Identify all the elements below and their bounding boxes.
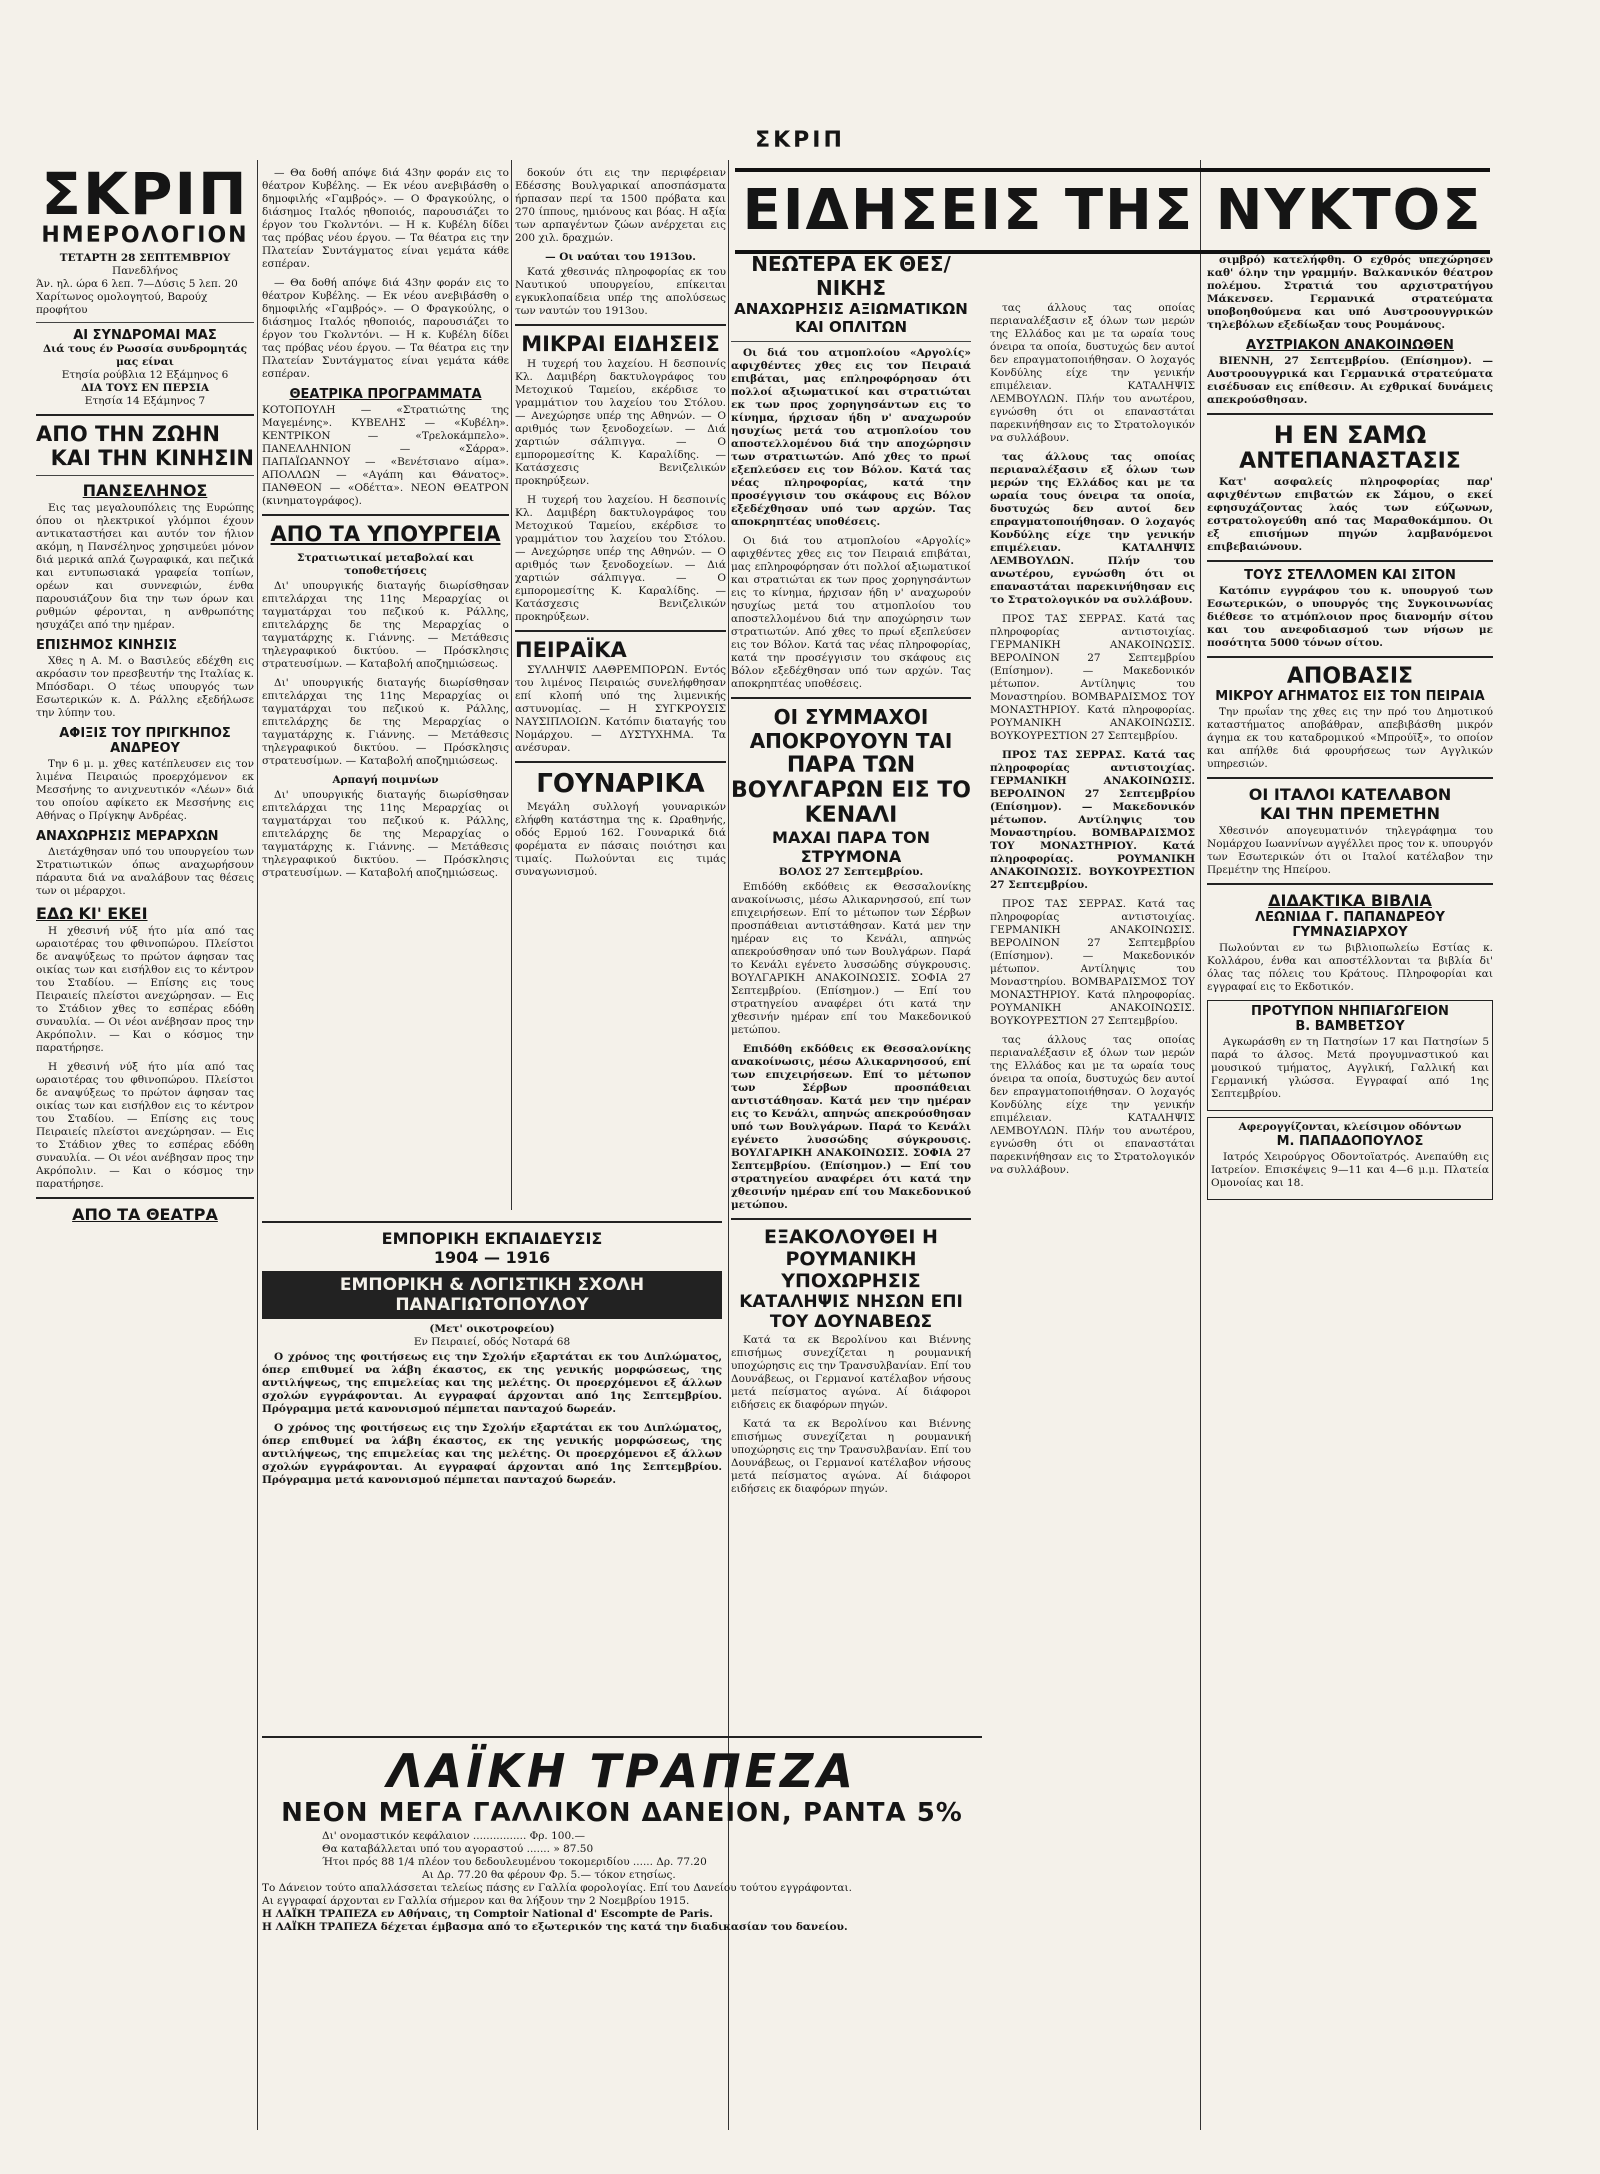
section-head: ΑΠΟ ΤΗΝ ΖΩΗΝ bbox=[36, 422, 221, 446]
divider bbox=[731, 1218, 971, 1220]
ad-name: Μ. ΠΑΠΑΔΟΠΟΥΛΟΣ bbox=[1276, 1134, 1424, 1149]
divider bbox=[515, 630, 726, 632]
ad-line: Αι Δρ. 77.20 θα φέρουν Φρ. 5.— τόκον ετησίως. bbox=[422, 1869, 676, 1881]
masthead-title: ΣΚΡΙΠ bbox=[41, 165, 249, 228]
promo-line: Ετησία 14 Εξάμηνος 7 bbox=[84, 395, 206, 407]
masthead-date: ΤΕΤΑΡΤΗ 28 ΣΕΠΤΕΜΒΡΙΟΥ bbox=[59, 252, 231, 264]
article-head: ΟΙ ΣΥΜΜΑΧΟΙ ΑΠΟΚΡΟΥΟΥΝ ΤΑΙ bbox=[749, 705, 953, 753]
article-subhead: ΜΑΧΑΙ ΠΑΡΑ ΤΟΝ ΣΤΡΥΜΟΝΑ bbox=[772, 828, 930, 866]
article-head: ΝΕΩΤΕΡΑ ΕΚ ΘΕΣ/ΝΙΚΗΣ bbox=[751, 252, 951, 300]
divider bbox=[515, 761, 726, 763]
divider bbox=[1207, 656, 1493, 658]
divider bbox=[36, 475, 254, 476]
promo-line: Ετησία ρούβλια 12 Εξάμηνος 6 bbox=[61, 369, 229, 381]
article-text: Κατά τα εκ Βερολίνου και Βιέννης επισήμως συνεχίζεται η ρουμανική υποχώρησις εις την Τρανσυλβανίαν. Επί του Δουνάβεως, οι Γερμανοί κατέλαβον νήσους μετά πείσματος αγώνα. Αί διάφοροι ειδήσεις εκ διαφόρων πηγών. bbox=[731, 1418, 971, 1495]
divider bbox=[262, 514, 509, 516]
ad-line: Η ΛΑΪΚΗ ΤΡΑΠΕΖΑ εν Αθήναις, τη Comptoir National d' Escompte de Paris. bbox=[262, 1908, 713, 1920]
ad-banner: ΕΜΠΟΡΙΚΗ & ΛΟΓΙΣΤΙΚΗ ΣΧΟΛΗ ΠΑΝΑΓΙΩΤΟΠΟΥΛΟΥ bbox=[262, 1271, 722, 1319]
ad-head: ΓΥΜΝΑΣΙΑΡΧΟΥ bbox=[1292, 925, 1408, 940]
section-head: ΓΟΥΝΑΡΙΚΑ bbox=[536, 769, 705, 799]
column-rule bbox=[1200, 160, 1201, 2130]
article-text: ΣΥΛΛΗΨΙΣ ΛΑΘΡΕΜΠΟΡΩΝ. Εντός του λιμένος Πειραιώς συνελήφθησαν επί κλοπή υπό της λιμενικής αστυνομίας. — Η ΣΥΓΚΡΟΥΣΙΣ ΝΑΥΣΙΠΛΟΙΩΝ. Κατόπιν διαταγής του Νομάρχου. — ΔΥΣΤΥΧΗΜΑ. Τα ανέσυραν. bbox=[515, 664, 726, 754]
ad-subhead: (Μετ' οικοτροφείου) bbox=[429, 1323, 555, 1335]
ad-subhead: ΝΕΟΝ ΜΕΓΑ ΓΑΛΛΙΚΟΝ ΔΑΝΕΙΟΝ, ΡΑΝΤΑ 5% bbox=[281, 1798, 963, 1828]
article-head: ΕΞΑΚΟΛΟΥΘΕΙ Η ΡΟΥΜΑΝΙΚΗ ΥΠΟΧΩΡΗΣΙΣ bbox=[764, 1226, 938, 1292]
article-text: Μεγάλη συλλογή γουναρικών ελήφθη κατάστημα της κ. Ωραθηνής, οδός Ερμού 162. Γουναρικά διά φορέματα εν πάσαις ποιότησι και τιμαίς. Πωλούνται εις τιμάς συναγωνισμού. bbox=[515, 801, 726, 878]
article-head: Η ΕΝ ΣΑΜΩ bbox=[1273, 421, 1427, 449]
article-head: ΤΟΥΣ ΣΤΕΛΛΟΜΕΝ ΚΑΙ ΣΙΤΟΝ bbox=[1244, 568, 1456, 583]
divider bbox=[731, 341, 971, 342]
article-text: — Θα δοθή απόψε διά 43ην φοράν εις το θέατρον Κυβέλης. — Εκ νέου ανεβιβάσθη ο δημοφιλής «Γαμβρός». — Ο Φραγκούλης, ο διάσημος Ιταλός ηθοποιός, παρουσιάζει το έργον του Γκολντόνι. — Η κ. Κυβέλη δίδει τας πρόβας νέου έργου. — Τα θέατρα εις την Πλατείαν Συντάγματος είναι γεμάτα κάθε εσπέραν. bbox=[262, 167, 509, 270]
masthead-nameday: Χαρίτωνος ομολογητού, Βαρούχ προφήτου bbox=[36, 291, 208, 316]
section-head: ΑΠΟ ΤΑ ΥΠΟΥΡΓΕΙΑ bbox=[270, 522, 501, 546]
article-text: Η τυχερή του λαχείου. Η δεσποινίς Κλ. Δαμιβέρη δακτυλογράφος του Μετοχικού Ταμείου, εκέρδισε το γραμμάτιον του λαχείου του Στόλου. — Ανεχώρησε υπέρ της Αθηνών. — Ο αριθμός των ξενοδοχείων. — Διά χαρτιών σάλπιγγα. — Ο εμπορομεσίτης Κ. Καραλίδης. — Κατάσχεσις Βενιζελικών προκηρύξεων. bbox=[515, 494, 726, 623]
ad-head: ΛΕΩΝΙΔΑ Γ. ΠΑΠΑΝΔΡΕΟΥ bbox=[1255, 910, 1445, 925]
article-text: Δι' υπουργικής διαταγής διωρίσθησαν επιτελάρχαι της 11ης Μεραρχίας οι ταγματάρχαι του πεζικού κ. Ράλλης, επιτελάρχης δε της Μεραρχίας ο ταγματάρχης κ. Γιάννης. — Μετάθεσις τηλεγραφικού δικτύου. — Πρόσκλησις στρατευσίμων. — Καταβολή αποζημιώσεως. bbox=[262, 580, 509, 670]
masthead-saint: Πανεδλήνος bbox=[112, 265, 178, 277]
article-text: Επιδόθη εκδόθεις εκ Θεσσαλονίκης ανακοίνωσις, μέσω Αλικαρνησσού, επί των επιχειρήσεων. Επί το μέτωπον των Σέρβων προσπάθειαι αντιστάθησαν. Κατά μεν την ημέραν εις το Κενάλι, απηνώς απεκρούσθησαν υπό των Βουλγάρων. Παρά το Κενάλι εγένετο λυσσώδης σύγκρουσις. ΒΟΥΛΓΑΡΙΚΗ ΑΝΑΚΟΙΝΩΣΙΣ. ΣΟΦΙΑ 27 Σεπτεμβρίου. (Επίσημον.) — Επί του στρατηγείου αναφέρει ότι κατά την χθεσινήν ημέραν επί του Μακεδονικού μετώπου. bbox=[731, 881, 971, 1036]
article-text: Την 6 μ. μ. χθες κατέπλευσεν εις τον λιμένα Πειραιώς προερχόμενον εκ Μεσσήνης το ανιχνευτικόν «Λέων» διά του οποίου αφίκετο εκ Μεσσήνης εις Αθήνας ο Πρίγκηψ Ανδρέας. bbox=[36, 758, 254, 822]
article-head: ΑΝΤΕΠΑΝΑΣΤΑΣΙΣ bbox=[1239, 449, 1461, 474]
article-head: ΕΠΙΣΗΜΟΣ ΚΙΝΗΣΙΣ bbox=[36, 638, 178, 653]
article-text: Χθεσινόν απογευματινόν τηλεγράφημα του Νομάρχου Ιωαννίνων αγγέλλει προς τον κ. υπουργόν των Εσωτερικών ότι οι Ιταλοί κατέλαβον την Πρεμέτην της Ηπείρου. bbox=[1207, 825, 1493, 876]
article-subhead: Αρπαγή ποιμνίων bbox=[332, 774, 439, 786]
column-4 bbox=[731, 252, 971, 2122]
ad-head: 1904 — 1916 bbox=[433, 1248, 551, 1267]
article-head: ΚΑΙ ΤΗΝ ΠΡΕΜΕΤΗΝ bbox=[1259, 804, 1441, 823]
article-text: Διετάχθησαν υπό του υπουργείου των Στρατιωτικών όπως αναχωρήσουν πάραυτα διά να αναλάβουν τας θέσεις των οι μέραρχοι. bbox=[36, 846, 254, 897]
running-head: ΣΚΡΙΠ bbox=[755, 128, 845, 153]
ad-line: Ήτοι πρός 88 1/4 πλέον του δεδουλευμένου τοκομεριδίου ...... Δρ. 77.20 bbox=[322, 1856, 707, 1868]
article-text: Η χθεσινή νύξ ήτο μία από τας ωραιοτέρας του φθινοπώρου. Πλείστοι δε αναψύξεως το πρώτον άφησαν τας οικίας των και εισήλθον εις το κέντρον του Σταδίου. — Επίσης εις τους Πειραιείς πλείστοι ανεχώρησαν. — Εις το Στάδιον χθες το εσπέρας εδόθη συναυλία. — Οι νέοι ανέβησαν προς την Ακρόπολιν. — Και ο κόσμος την παρατήρησε. bbox=[36, 1061, 254, 1190]
article-text: Κατ' ασφαλείς πληροφορίας παρ' αφιχθέντων επιβατών εκ Σάμου, ο εκεί εφησυχάζοντας λαός των εύζωνων, εστρατολογεύθη από τας Μαραθοκάμπου. Οι εξ επισήμων πηγών λαμβανόμενοι επιβεβαιώνουν. bbox=[1207, 476, 1493, 553]
masthead-sun: Άν. ηλ. ώρα 6 λεπ. 7—Δύσις 5 λεπ. 20 bbox=[36, 278, 238, 290]
article-head: ΠΑΡΑ ΤΩΝ ΒΟΥΛΓΑΡΩΝ ΕΙΣ ΤΟ ΚΕΝΑΛΙ bbox=[731, 753, 971, 828]
article-head: ΑΠΟ ΤΑ ΘΕΑΤΡΑ bbox=[72, 1205, 218, 1224]
article-text: Η χθεσινή νύξ ήτο μία από τας ωραιοτέρας του φθινοπώρου. Πλείστοι δε αναψύξεως το πρώτον άφησαν τας οικίας των και εισήλθον εις το κέντρον του Σταδίου. — Επίσης εις τους Πειραιείς πλείστοι ανεχώρησαν. — Εις το Στάδιον χθες το εσπέρας εδόθη συναυλία. — Οι νέοι ανέβησαν προς την Ακρόπολιν. — Και ο κόσμος την παρατήρησε. bbox=[36, 925, 254, 1054]
ad-text: Ο χρόνος της φοιτήσεως εις την Σχολήν εξαρτάται εκ του Διπλώματος, όπερ επιθυμεί να λάβη έκαστος, εκ της γενικής μορφώσεως, της αντιλήψεως, της επιμελείας και της μελέτης. Οι προερχόμενοι εξ άλλων σχολών εγγράφονται. Αι εγγραφαί άρχονται από 1ης Σεπτεμβρίου. Πρόγραμμα μετά κανονισμού πέμπεται πανταχού δωρεάν. bbox=[262, 1351, 722, 1415]
ad-text: Ο χρόνος της φοιτήσεως εις την Σχολήν εξαρτάται εκ του Διπλώματος, όπερ επιθυμεί να λάβη έκαστος, εκ της γενικής μορφώσεως, της αντιλήψεως, της επιμελείας και της μελέτης. Οι προερχόμενοι εξ άλλων σχολών εγγράφονται. Αι εγγραφαί άρχονται από 1ης Σεπτεμβρίου. Πρόγραμμα μετά κανονισμού πέμπεται πανταχού δωρεάν. bbox=[262, 1422, 722, 1486]
article-text: τας άλλους τας οποίας περιαναλέξασιν εξ όλων των μερών της Ελλάδος και με τα ωραία τους όνειρα τα οποία, δυστυχώς δεν αυτοί δεν επραγματοποιήθησαν. Ο λοχαγός Κονδύλης είχε την γενικήν επιμέλειαν. ΚΑΤΑΛΗΨΙΣ ΛΕΜΒΟΥΛΩΝ. Πλήν του ανωτέρου, εγνώσθη ότι οι επαναστάται παρεκινήθησαν εις το Στρατολογικόν να συλλάβουν. bbox=[990, 1034, 1195, 1176]
article-text: Κατά τα εκ Βερολίνου και Βιέννης επισήμως συνεχίζεται η ρουμανική υποχώρησις εις την Τρανσυλβανίαν. Επί του Δουνάβεως, οι Γερμανοί κατέλαβον νήσους μετά πείσματος αγώνα. Αί διάφοροι ειδήσεις εκ διαφόρων πηγών. bbox=[731, 1334, 971, 1411]
article-text: ΒΙΕΝΝΗ, 27 Σεπτεμβρίου. (Επίσημον). — Αυστροουγγρικά και Γερμανικά στρατεύματα εισέδυσαν εις επίθεσιν. Αι εχθρικαί δυνάμεις απεκρούσθησαν. bbox=[1207, 355, 1493, 406]
article-text: ΠΡΟΣ ΤΑΣ ΣΕΡΡΑΣ. Κατά τας πληροφορίας αντιστοιχίας. ΓΕΡΜΑΝΙΚΗ ΑΝΑΚΟΙΝΩΣΙΣ. ΒΕΡΟΛΙΝΟΝ 27 Σεπτεμβρίου (Επίσημον). — Μακεδονικόν μέτωπον. Αντίληψις του Μοναστηρίου. ΒΟΜΒΑΡΔΙΣΜΟΣ ΤΟΥ ΜΟΝΑΣΤΗΡΙΟΥ. Κατά πληροφορίας. ΡΟΥΜΑΝΙΚΗ ΑΝΑΚΟΙΝΩΣΙΣ. ΒΟΥΚΟΥΡΕΣΤΙΟΝ 27 Σεπτεμβρίου. bbox=[990, 749, 1195, 891]
ad-head: ΛΑΪΚΗ ΤΡΑΠΕΖΑ bbox=[386, 1744, 858, 1798]
section-head: ΜΙΚΡΑΙ ΕΙΔΗΣΕΙΣ bbox=[521, 332, 720, 356]
article-subhead: Στρατιωτικαί μεταβολαί και τοποθετήσεις bbox=[297, 552, 474, 577]
column-rule bbox=[511, 160, 512, 1210]
article-text: ΠΡΟΣ ΤΑΣ ΣΕΡΡΑΣ. Κατά τας πληροφορίας αντιστοιχίας. ΓΕΡΜΑΝΙΚΗ ΑΝΑΚΟΙΝΩΣΙΣ. ΒΕΡΟΛΙΝΟΝ 27 Σεπτεμβρίου (Επίσημον). — Μακεδονικόν μέτωπον. Αντίληψις του Μοναστηρίου. ΒΟΜΒΑΡΔΙΣΜΟΣ ΤΟΥ ΜΟΝΑΣΤΗΡΙΟΥ. Κατά πληροφορίας. ΡΟΥΜΑΝΙΚΗ ΑΝΑΚΟΙΝΩΣΙΣ. ΒΟΥΚΟΥΡΕΣΤΙΟΝ 27 Σεπτεμβρίου. bbox=[990, 613, 1195, 742]
article-text: ΠΡΟΣ ΤΑΣ ΣΕΡΡΑΣ. Κατά τας πληροφορίας αντιστοιχίας. ΓΕΡΜΑΝΙΚΗ ΑΝΑΚΟΙΝΩΣΙΣ. ΒΕΡΟΛΙΝΟΝ 27 Σεπτεμβρίου (Επίσημον). — Μακεδονικόν μέτωπον. Αντίληψις του Μοναστηρίου. ΒΟΜΒΑΡΔΙΣΜΟΣ ΤΟΥ ΜΟΝΑΣΤΗΡΙΟΥ. Κατά πληροφορίας. ΡΟΥΜΑΝΙΚΗ ΑΝΑΚΟΙΝΩΣΙΣ. ΒΟΥΚΟΥΡΕΣΤΙΟΝ 27 Σεπτεμβρίου. bbox=[990, 898, 1195, 1027]
section-head: ΚΑΙ ΤΗΝ ΚΙΝΗΣΙΝ bbox=[50, 446, 254, 470]
emporiki-ad bbox=[262, 1215, 722, 1715]
column-6 bbox=[1207, 252, 1493, 2122]
divider bbox=[1207, 413, 1493, 415]
article-head: ΘΕΑΤΡΙΚΑ ΠΡΟΓΡΑΜΜΑΤΑ bbox=[289, 387, 482, 402]
ad-head: ΕΜΠΟΡΙΚΗ ΕΚΠΑΙΔΕΥΣΙΣ bbox=[381, 1229, 603, 1248]
article-text: σιμβρό) κατελήφθη. Ο εχθρός υπεχώρησεν καθ' όλην την γραμμήν. Βαλκανικόν θέατρον πολέμου. Στρατιά του αρχιστρατήγου Μάκενσεν. Γερμανικά στρατεύματα υποβοηθούμενα και υπό Αυστροουγγρικών τηλεβόλων εξεδίωξαν τους Ρουμάνους. bbox=[1207, 254, 1493, 331]
divider bbox=[1207, 883, 1493, 885]
article-head: ΕΔΩ ΚΙ' ΕΚΕΙ bbox=[36, 904, 148, 923]
theatre-program: ΚΟΤΟΠΟΥΛΗ — «Στρατιώτης της Μαγεμένης». ΚΥΒΕΛΗΣ — «Κυβέλη». ΚΕΝΤΡΙΚΟΝ — «Τρελοκάμπελο». ΠΑΝΕΛΛΗΝΙΟΝ — «Σάρρα». ΠΑΠΑΪΩΑΝΝΟΥ — «Βενέτσιανο αίμα». ΑΠΟΛΛΩΝ — «Αγάπη και Θάνατος». ΠΑΝΘΕΟΝ — «Οδέττα». ΝΕΟΝ ΘΕΑΤΡΟΝ (κινηματογράφος). bbox=[262, 404, 509, 507]
ad-head: ΔΙΔΑΚΤΙΚΑ ΒΙΒΛΙΑ bbox=[1268, 891, 1432, 910]
divider bbox=[1207, 777, 1493, 779]
promo-line: ΔΙΑ ΤΟΥΣ ΕΝ ΠΕΡΣΙΑ bbox=[81, 382, 209, 394]
article-head: ΟΙ ΙΤΑΛΟΙ ΚΑΤΕΛΑΒΟΝ bbox=[1248, 785, 1452, 804]
ad-text: Αγκωράσθη εν τη Πατησίων 17 και Πατησίων 5 παρά το άλσος. Μετά προγυμναστικού και μουσικού τμήματος, Αγγλική, Γαλλική και Γερμανική γλώσσα. Εγγραφαί από 1ης Σεπτεμβρίου. bbox=[1211, 1036, 1489, 1100]
article-text: τας άλλους τας οποίας περιαναλέξασιν εξ όλων των μερών της Ελλάδος και με τα ωραία τους όνειρα τα οποία, δυστυχώς δεν αυτοί δεν επραγματοποιήθησαν. Ο λοχαγός Κονδύλης είχε την γενικήν επιμέλειαν. ΚΑΤΑΛΗΨΙΣ ΛΕΜΒΟΥΛΩΝ. Πλήν του ανωτέρου, εγνώσθη ότι οι επαναστάται παρεκινήθησαν εις το Στρατολογικόν να συλλάβουν. bbox=[990, 451, 1195, 606]
divider bbox=[515, 324, 726, 326]
article-head: ΑΝΑΧΩΡΗΣΙΣ ΜΕΡΑΡΧΩΝ bbox=[36, 829, 219, 844]
ad-head: Αφερογγίζονται, κλείσιμον οδόντων bbox=[1238, 1121, 1462, 1133]
article-text: Την πρωΐαν της χθες εις την πρό του Δημοτικού καταστήματος αποβάθραν, απεβιβάσθη μικρόν άγημα εκ του καταδρομικού «Μπρούϊξ», το οποίον και απήλθε διά φρουρήσεως των Αγγλικών υπηρεσιών. bbox=[1207, 706, 1493, 770]
divider bbox=[36, 414, 254, 416]
ad-text: Πωλούνται εν τω βιβλιοπωλείω Εστίας κ. Κολλάρου, ένθα και αποστέλλονται τα βιβλία δι' όλας τας πόλεις του Κράτους. Πληροφορίαι και εγγραφαί εις το Εκδοτικόν. bbox=[1207, 942, 1493, 993]
article-text: Κατόπιν εγγράφου του κ. υπουργού των Εσωτερικών, ο υπουργός της Συγκοινωνίας διέθεσε το ατμόπλοιον προς διανομήν σίτου και του ανεφοδιασμού των νήσων με ποσότητα 5000 τόνων σίτου. bbox=[1207, 585, 1493, 649]
article-text: Δι' υπουργικής διαταγής διωρίσθησαν επιτελάρχαι της 11ης Μεραρχίας οι ταγματάρχαι του πεζικού κ. Ράλλης, επιτελάρχης δε της Μεραρχίας ο ταγματάρχης κ. Γιάννης. — Μετάθεσις τηλεγραφικού δικτύου. — Πρόσκλησις στρατευσίμων. — Καταβολή αποζημιώσεως. bbox=[262, 677, 509, 767]
masthead-subtitle: ΗΜΕΡΟΛΟΓΙΟΝ bbox=[41, 223, 249, 248]
article-text: Δι' υπουργικής διαταγής διωρίσθησαν επιτελάρχαι της 11ης Μεραρχίας οι ταγματάρχαι του πεζικού κ. Ράλλης, επιτελάρχης δε της Μεραρχίας ο ταγματάρχης κ. Γιάννης. — Μετάθεσις τηλεγραφικού δικτύου. — Πρόσκλησις στρατευσίμων. — Καταβολή αποζημιώσεως. bbox=[262, 789, 509, 879]
article-text: Χθες η Α. Μ. ο Βασιλεύς εδέχθη εις ακρόασιν τον πρεσβευτήν της Ιταλίας κ. Μπόσδαρι. Ο τέως υπουργός των Εσωτερικών κ. Δ. Ράλλης εξεδήλωσε την λύπην του. bbox=[36, 655, 254, 719]
column-rule bbox=[257, 160, 258, 2130]
ad-line: Η ΛΑΪΚΗ ΤΡΑΠΕΖΑ δέχεται έμβασμα από το εξωτερικόν της κατά την διαδικασίαν του δανείου. bbox=[262, 1921, 848, 1933]
ad-head: Β. ΒΑΜΒΕΤΣΟΥ bbox=[1295, 1019, 1405, 1034]
article-text: τας άλλους τας οποίας περιαναλέξασιν εξ όλων των μερών της Ελλάδος και με τα ωραία τους όνειρα τα οποία, δυστυχώς δεν αυτοί δεν επραγματοποιήθησαν. Ο λοχαγός Κονδύλης είχε την γενικήν επιμέλειαν. ΚΑΤΑΛΗΨΙΣ ΛΕΜΒΟΥΛΩΝ. Πλήν του ανωτέρου, εγνώσθη ότι οι επαναστάται παρεκινήθησαν εις το Στρατολογικόν να συλλάβουν. bbox=[990, 302, 1195, 444]
ad-line: Αι εγγραφαί άρχονται εν Γαλλία σήμερον και θα λήξουν την 2 Νοεμβρίου 1915. bbox=[262, 1895, 690, 1907]
article-head: ΑΦΙΞΙΣ ΤΟΥ ΠΡΙΓΚΗΠΟΣ ΑΝΔΡΕΟΥ bbox=[59, 726, 231, 756]
article-text: Οι διά του ατμοπλοίου «Αργολίς» αφιχθέντες χθες εις τον Πειραιά επιβάται, μας επληροφόρησαν ότι πολλοί αξιωματικοί και στρατιώται εκ των προς χορηγησάντων εις το κίνημα, ήρχισαν ήδη ν' αναχωρούν ησυχίως μετά του ατμοπλοίου του αποστελλομένου διά την αποχώρησιν των στρατιωτών. Από χθες το πρωί εξεπλεύσεν εις τον Βόλον. Κατά τας νέας πληροφορίας, κατά την προσέγγισιν του σκάφους εις Βόλον εξεδέχθησαν υπό των αρχών. Τας αποκρηπτέας υποθέσεις. bbox=[731, 347, 971, 528]
article-text: Επιδόθη εκδόθεις εκ Θεσσαλονίκης ανακοίνωσις, μέσω Αλικαρνησσού, επί των επιχειρήσεων. Επί το μέτωπον των Σέρβων προσπάθειαι αντιστάθησαν. Κατά μεν την ημέραν εις το Κενάλι, απηνώς απεκρούσθησαν υπό των Βουλγάρων. Παρά το Κενάλι εγένετο λυσσώδης σύγκρουσις. ΒΟΥΛΓΑΡΙΚΗ ΑΝΑΚΟΙΝΩΣΙΣ. ΣΟΦΙΑ 27 Σεπτεμβρίου. (Επίσημον.) — Επί του στρατηγείου αναφέρει ότι κατά την χθεσινήν ημέραν επί του Μακεδονικού μετώπου. bbox=[731, 1043, 971, 1211]
divider bbox=[262, 1221, 722, 1223]
article-subhead: — Οι ναύται του 1913ου. bbox=[545, 251, 696, 263]
article-text: — Θα δοθή απόψε διά 43ην φοράν εις το θέατρον Κυβέλης. — Εκ νέου ανεβιβάσθη ο δημοφιλής «Γαμβρός». — Ο Φραγκούλης, ο διάσημος Ιταλός ηθοποιός, παρουσιάζει το έργον του Γκολντόνι. — Η κ. Κυβέλη δίδει τας πρόβας νέου έργου. — Τα θέατρα εις την Πλατείαν Συντάγματος είναι γεμάτα κάθε εσπέραν. bbox=[262, 277, 509, 380]
article-subhead: ΜΙΚΡΟΥ ΑΓΗΜΑΤΟΣ ΕΙΣ ΤΟΝ ΠΕΙΡΑΙΑ bbox=[1215, 689, 1485, 704]
article-text: δοκούν ότι εις την περιφέρειαν Εδέσσης Βουλγαρικαί αποσπάσματα ήρπασαν περί τα 1500 πρόβατα και 270 ίππους, ημιόνους και βόας. Η αξία των αρπαγέντων ζώων ανέρχεται εις 200 χιλ. δραχμών. bbox=[515, 167, 726, 244]
article-subhead: ΑΝΑΧΩΡΗΣΙΣ ΑΞΙΩΜΑΤΙΚΩΝ ΚΑΙ ΟΠΛΙΤΩΝ bbox=[734, 300, 968, 336]
ad-address: Εν Πειραιεί, οδός Νοταρά 68 bbox=[413, 1336, 571, 1348]
article-head: ΑΠΟΒΑΣΙΣ bbox=[1286, 664, 1414, 689]
ad-text: Ιατρός Χειρούργος Οδοντοϊατρός. Ανεπαύθη εις Ιατρείον. Επισκέψεις 9—11 και 4—6 μ.μ. Πλατεία Ομονοίας και 18. bbox=[1211, 1151, 1489, 1189]
article-head: ΑΥΣΤΡΙΑΚΟΝ ΑΝΑΚΟΙΝΩΘΕΝ bbox=[1246, 338, 1454, 353]
promo-line: Διά τους έν Ρωσσία συνδρομητάς μας είναι bbox=[42, 343, 248, 368]
divider bbox=[1207, 560, 1493, 562]
article-subhead: ΚΑΤΑΛΗΨΙΣ ΝΗΣΩΝ ΕΠΙ ΤΟΥ ΔΟΥΝΑΒΕΩΣ bbox=[739, 1292, 963, 1332]
article-text: Οι διά του ατμοπλοίου «Αργολίς» αφιχθέντες χθες εις τον Πειραιά επιβάται, μας επληροφόρησαν ότι πολλοί αξιωματικοί και στρατιώται εκ των προς χορηγησάντων εις το κίνημα, ήρχισαν ήδη ν' αναχωρούν ησυχίως μετά του ατμοπλοίου του αποστελλομένου διά την αποχώρησιν των στρατιωτών. Από χθες το πρωί εξεπλεύσεν εις τον Βόλον. Κατά τας νέας πληροφορίας, κατά την προσέγγισιν του σκάφους εις Βόλον εξεδέχθησαν υπό των αρχών. Τας αποκρηπτέας υποθέσεις. bbox=[731, 535, 971, 690]
article-text: Κατά χθεσινάς πληροφορίας εκ του Ναυτικού υπουργείου, επίκειται εγκυκλοπαίδεια υπέρ της απολύσεως των ναυτών του 1913ου. bbox=[515, 266, 726, 317]
column-1 bbox=[36, 165, 254, 2125]
dateline: ΒΟΛΟΣ 27 Σεπτεμβρίου. bbox=[778, 866, 924, 878]
divider bbox=[36, 1197, 254, 1199]
ad-head: ΠΡΟΤΥΠΟΝ ΝΗΠΙΑΓΩΓΕΙΟΝ bbox=[1251, 1004, 1449, 1019]
article-head: ΠΑΝΣΕΛΗΝΟΣ bbox=[82, 481, 208, 500]
section-head: ΠΕΙΡΑΪΚΑ bbox=[515, 638, 627, 662]
divider bbox=[731, 697, 971, 699]
ad-line: Θα καταβάλλεται υπό του αγοραστού ....... » 87.50 bbox=[322, 1843, 594, 1855]
article-text: Εις τας μεγαλουπόλεις της Ευρώπης όπου οι ηλεκτρικοί γλόμποι έχουν αντικαταστήσει και αυτόν τον ήλιον ακόμη, η Πανσέληνος χρησιμεύει μόνον διά μερικά απλά ζωγραφικά, και πεζικά και εντυπωσιακά γραφεία τοπίων, ορέων και συννεφιών, ένθα παρουσιάζουν δια την των όρων και ρυθμών φέρονται, η ανθρωπότης ησυχάζει από την ημέραν. bbox=[36, 502, 254, 631]
column-2 bbox=[262, 165, 509, 1210]
ad-line: Δι' ονομαστικόν κεφάλαιον ................ Φρ. 100.— bbox=[322, 1830, 585, 1842]
column-5 bbox=[990, 300, 1195, 2120]
ad-line: Το Δάνειον τούτο απαλλάσσεται τελείως πάσης εν Γαλλία φορολογίας. Επί του Δανείου τούτου εγγράφονται. bbox=[262, 1882, 852, 1894]
night-news-banner: ΕΙΔΗΣΕΙΣ ΤΗΣ ΝΥΚΤΟΣ bbox=[735, 168, 1490, 254]
divider bbox=[36, 322, 254, 323]
column-3 bbox=[515, 165, 726, 1210]
nipiagogeion-ad bbox=[1207, 1000, 1493, 1111]
dentist-ad bbox=[1207, 1117, 1493, 1200]
promo-header: ΑΙ ΣΥΝΔΡΟΜΑΙ ΜΑΣ bbox=[73, 328, 217, 343]
article-text: Η τυχερή του λαχείου. Η δεσποινίς Κλ. Δαμιβέρη δακτυλογράφος του Μετοχικού Ταμείου, εκέρδισε το γραμμάτιον του λαχείου του Στόλου. — Ανεχώρησε υπέρ της Αθηνών. — Ο αριθμός των ξενοδοχείων. — Διά χαρτιών σάλπιγγα. — Ο εμπορομεσίτης Κ. Καραλίδης. — Κατάσχεσις Βενιζελικών προκηρύξεων. bbox=[515, 358, 726, 487]
